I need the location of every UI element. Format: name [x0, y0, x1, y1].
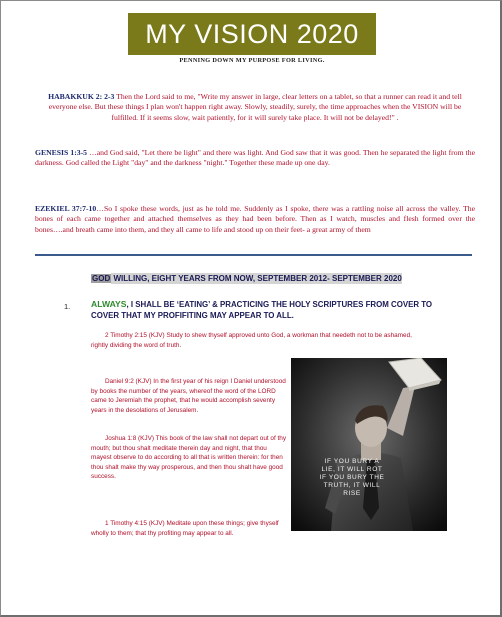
verse-text: 1 Timothy 4:15 (KJV) Meditate upon these things; give thyself wholly to them; that thy profiting may appear to all.	[91, 520, 279, 537]
verse-text: Daniel 9:2 (KJV) In the first year of his reign I Daniel understood by books the number of the years, whereof the word of the LORD came to Jeremiah the prophet, that he would accomplish seventy years in the desolations of Jerusalem.	[91, 378, 286, 414]
scripture-text: Then the Lord said to me, "Write my answer in large, clear letters on a tablet, so that a runner can read it and tell everyone else. But these things I plan won't happen right away. Slowly, steadily, surely, the time approaches when the VISION will be fulfilled. If it seems slow, wait patiently, for it will surely take place. It will not be delayed!" .	[48, 92, 462, 122]
list-number: 1.	[64, 302, 71, 311]
list-item-lead: ALWAYS	[91, 299, 127, 309]
section-divider	[35, 254, 472, 256]
scripture-ref: EZEKIEL 37:7-10	[35, 204, 97, 213]
verse-text: Joshua 1:8 (KJV) This book of the law shall not depart out of thy mouth; but thou shalt meditate therein day and night, that thou mayest observe to do according to all that is written therein: for then thou shalt make thy way prosperous, and then thou shalt have good success.	[91, 435, 287, 481]
scripture-genesis	[35, 148, 475, 169]
title-banner	[128, 13, 376, 55]
scripture-text: …So I spoke these words, just as he told me. Suddenly as I spoke, there was a rattling noise all across the valley. The bones of each came together and attached themselves as they had been before. Then as I watch, muscles and flesh formed over the bones….and breath came into them, and they all came to life and stood up on their feet- a great army of them	[35, 204, 475, 234]
scripture-text: …and God said, "Let there be light" and there was light. And God saw that it was good. Then he separated the light from the darkness. God called the Light "day" and the darkness "night." Together these made up one day.	[35, 148, 475, 168]
scripture-ref: HABAKKUK 2: 2-3	[48, 92, 115, 101]
man-reading-book-photo	[291, 358, 447, 531]
heading-god: GOD	[92, 274, 111, 283]
section-heading	[91, 274, 402, 283]
caption-line: RISE	[343, 490, 361, 497]
caption-line: IF YOU BURY THE	[319, 474, 385, 481]
caption-line: IF YOU BURY A	[324, 458, 380, 465]
scripture-ref: GENESIS 1:3-5	[35, 148, 88, 157]
scripture-ezekiel	[35, 204, 475, 235]
list-item-body: , I SHALL BE ‘EATING’ & PRACTICING THE HOLY SCRIPTURES FROM COVER TO COVER THAT MY PROFIFITING MAY APPEAR TO ALL.	[91, 300, 433, 320]
verse-1-timothy	[91, 519, 287, 538]
page-subtitle: PENNING DOWN MY PURPOSE FOR LIVING.	[179, 57, 325, 64]
scripture-habakkuk	[41, 92, 469, 123]
photo-illustration	[291, 358, 447, 531]
photo-caption	[297, 458, 407, 498]
caption-line: TRUTH, IT WILL	[323, 482, 381, 489]
verse-daniel	[91, 377, 287, 415]
page-title: MY VISION 2020	[145, 18, 359, 49]
verse-text: 2 Timothy 2:15 (KJV) Study to shew thyself approved unto God, a workman that needeth not to be ashamed, rightly dividing the word of truth.	[91, 332, 412, 349]
caption-line: LIE, IT WILL ROT	[321, 466, 383, 473]
list-item-text	[91, 299, 436, 321]
verse-2-timothy	[91, 331, 421, 350]
heading-text: WILLING, EIGHT YEARS FROM NOW, SEPTEMBER 2012- SEPTEMBER 2020	[111, 274, 402, 283]
verse-joshua	[91, 434, 287, 482]
